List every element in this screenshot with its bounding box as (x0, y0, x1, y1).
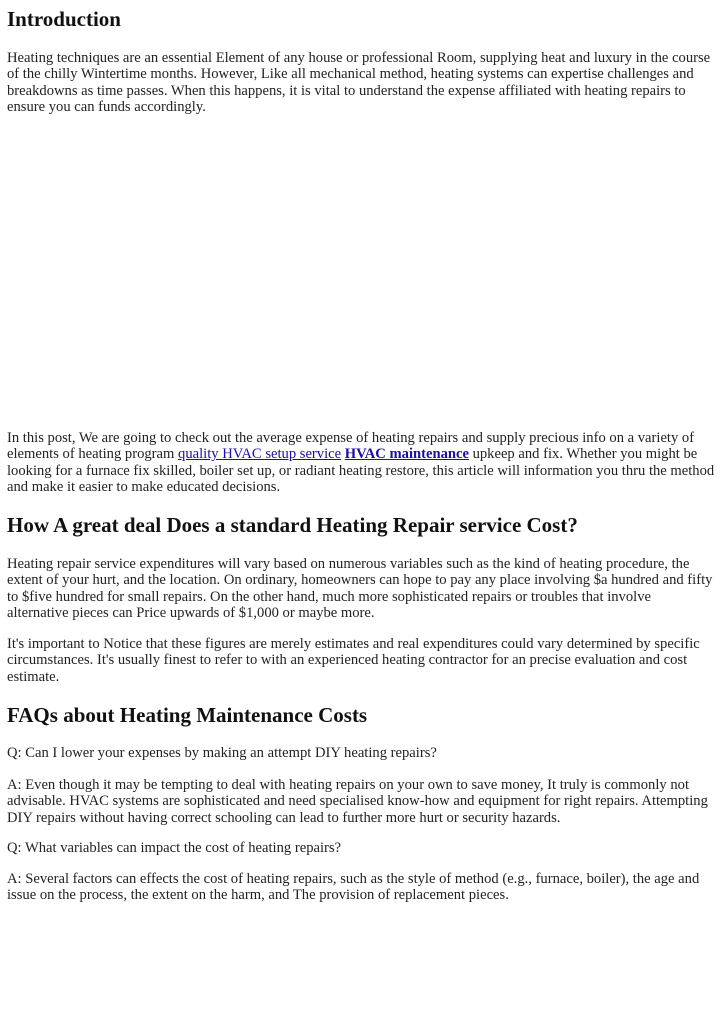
faq-answer-1: A: Even though it may be tempting to deal with heating repairs on your own to save money, It truly is commonly not advisable. HVAC systems are sophisticated and need specialised know-how and equipment for right repairs. Attempting DIY repairs without having correct schooling can lead to further more hurt or security hazards. (7, 777, 708, 826)
hvac-maintenance-link[interactable]: HVAC maintenance (344, 446, 469, 463)
cost-section-heading: How A great deal Does a standard Heating Repair service Cost? (7, 513, 578, 537)
cost-paragraph-2: It's important to Notice that these figures are merely estimates and real expenditures could vary determined by specific circumstances. It's usually finest to refer to with an experienced heating contractor for an precise evaluation and cost estimate. (7, 636, 700, 685)
intro-paragraph-2-text-start: In this post, We are going to check out the average expense of heating repairs and supply precious info on a variety of elements of heating program (7, 430, 695, 463)
faq-question-2: Q: What variables can impact the cost of heating repairs? (7, 840, 342, 856)
faq-question-1: Q: Can I lower your expenses by making an attempt DIY heating repairs? (7, 745, 437, 761)
intro-paragraph-1: Heating techniques are an essential Element of any house or professional Room, supplying heat and luxury in the course of the chilly Wintertime months. However, Like all mechanical method, heating systems can expertise challenges and breakdowns as time passes. When this happens, it is vital to understand the expense affiliated with heating repairs to ensure you can funds accordingly. (7, 50, 711, 115)
faq-answer-2: A: Several factors can effects the cost of heating repairs, such as the style of method (e.g., furnace, boiler), the age and issue on the process, the extent on the harm, and The provision of replacement pieces. (7, 871, 700, 904)
hvac-setup-service-link[interactable]: quality HVAC setup service (178, 446, 342, 463)
introduction-heading: Introduction (7, 7, 121, 31)
intro-paragraph-2 (7, 430, 715, 495)
faq-section-heading: FAQs about Heating Maintenance Costs (7, 703, 368, 727)
blank-media-area (7, 122, 715, 422)
intro-paragraph-2-text-end: upkeep and fix. Whether you might be looking for a furnace fix skilled, boiler set up, or radiant heating restore, this article will information you thru the method and make it easier to make educated decisions. (7, 446, 715, 495)
cost-paragraph-1: Heating repair service expenditures will vary based on numerous variables such as the kind of heating procedure, the extent of your hurt, and the location. On ordinary, homeowners can hope to pay any place involving $a hundred and fifty to $five hundred for small repairs. On the other hand, much more sophisticated repairs or troubles that involve alternative pieces can Price upwards of $1,000 or maybe more. (7, 556, 713, 621)
